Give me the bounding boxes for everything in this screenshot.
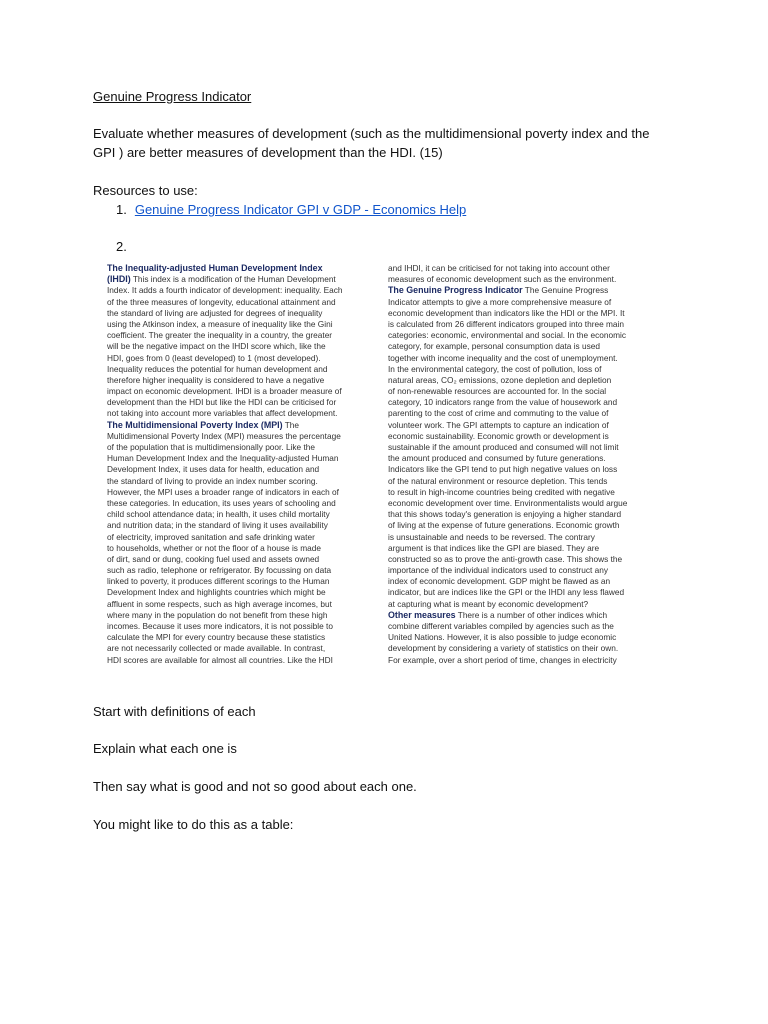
excerpt-text: calculate the MPI for every country because these statistics <box>107 632 326 643</box>
textbook-excerpt-image <box>107 263 660 689</box>
excerpt-text: that this shows today's generation is enjoying a higher standard <box>388 509 622 520</box>
excerpt-line <box>388 610 660 621</box>
excerpt-line <box>388 520 660 531</box>
excerpt-heading: (IHDI) <box>107 274 131 285</box>
excerpt-text: are not necessarily collected or made available. In contrast, <box>107 643 326 654</box>
excerpt-line <box>388 308 660 319</box>
excerpt-line <box>107 643 372 654</box>
excerpt-text: indicator, but are indices like the GPI or the IHDI any less flawed <box>388 587 625 598</box>
excerpt-text: economic development over time. Environmentalists would argue <box>388 497 628 508</box>
excerpt-line <box>107 610 372 621</box>
excerpt-text: the amount produced and consumed by future generations. <box>388 453 606 464</box>
excerpt-text: not taking into account more variables that affect development. <box>107 408 338 419</box>
excerpt-text: For example, over a short period of time, changes in electricity <box>388 654 617 665</box>
resource-item-2: 2. <box>116 239 127 254</box>
excerpt-text: incomes. Because it uses more indicators, it is not possible to <box>107 621 333 631</box>
excerpt-text: Inequality reduces the potential for human development and <box>107 363 328 374</box>
excerpt-text: development by considering a variety of statistics on their own. <box>388 643 619 654</box>
excerpt-text: impact on economic development. IHDI is a broader measure of <box>107 386 342 397</box>
excerpt-line <box>388 285 660 296</box>
excerpt-text: together with income inequality and the cost of unemployment. <box>388 352 618 363</box>
excerpt-text: coefficient. The greater the inequality in a country, the greater <box>107 330 333 341</box>
excerpt-text: volunteer work. The GPI attempts to capture an indication of <box>388 419 609 430</box>
question-line-1: Evaluate whether measures of development (such as the multidimensional poverty index and the <box>93 126 650 141</box>
excerpt-left-column <box>107 263 372 666</box>
excerpt-text: and nutrition data; in the standard of living it uses availability <box>107 520 328 531</box>
excerpt-line <box>107 498 372 509</box>
excerpt-line <box>107 587 372 598</box>
excerpt-line <box>107 509 372 520</box>
excerpt-text: Human Development Index and the Inequality-adjusted Human <box>107 453 339 464</box>
excerpt-line <box>107 263 372 274</box>
excerpt-line <box>107 397 372 408</box>
excerpt-line <box>107 386 372 397</box>
excerpt-line <box>107 364 372 375</box>
excerpt-line <box>107 431 372 442</box>
excerpt-heading: The Inequality-adjusted Human Development Index <box>107 263 323 273</box>
excerpt-text: This index is a modification of the Human Development <box>130 274 336 285</box>
excerpt-line <box>388 487 660 498</box>
excerpt-text: In the environmental category, the cost of pollution, loss of <box>388 363 602 374</box>
excerpt-text: economic development than indicators like the HDI or the MPI. It <box>388 307 625 318</box>
excerpt-line <box>388 655 660 666</box>
excerpt-text: to households, whether or not the floor of a house is made <box>107 542 322 553</box>
excerpt-text: Index. It adds a fourth indicator of development: inequality. Each <box>107 285 343 296</box>
excerpt-text: of the natural environment or resource depletion. This tends <box>388 475 608 486</box>
excerpt-text: at capturing what is meant by economic development? <box>388 598 589 609</box>
excerpt-line <box>388 587 660 598</box>
excerpt-text: the standard of living are adjusted for degrees of inequality <box>107 307 323 318</box>
excerpt-line <box>107 576 372 587</box>
excerpt-text: affluent in some respects, such as high average incomes, but <box>107 598 332 609</box>
excerpt-text: Multidimensional Poverty Index (MPI) measures the percentage <box>107 430 341 441</box>
excerpt-line <box>107 453 372 464</box>
excerpt-line <box>388 341 660 352</box>
excerpt-heading: The Multidimensional Poverty Index (MPI) <box>107 419 283 430</box>
excerpt-text: is calculated from 26 different indicators grouped into three main <box>388 318 624 329</box>
excerpt-line <box>388 464 660 475</box>
excerpt-line <box>388 364 660 375</box>
excerpt-text: of living at the expense of future generations. Economic growth <box>388 520 620 531</box>
excerpt-line <box>107 420 372 431</box>
excerpt-text: importance of the individual indicators used to construct any <box>388 565 608 576</box>
excerpt-text: HDI scores are available for almost all countries. Like the HDI <box>107 654 333 665</box>
excerpt-text: of electricity, improved sanitation and safe drinking water <box>107 531 315 542</box>
excerpt-text: of non-renewable resources are accounted for. In the social <box>388 386 607 397</box>
excerpt-line <box>388 476 660 487</box>
excerpt-text: combine different variables compiled by agencies such as the <box>388 621 614 631</box>
excerpt-text: Indicator attempts to give a more comprehensive measure of <box>388 296 612 307</box>
excerpt-line <box>107 476 372 487</box>
excerpt-line <box>388 353 660 364</box>
excerpt-line <box>107 532 372 543</box>
excerpt-text: child school attendance data; in health, it uses child mortality <box>107 509 330 520</box>
excerpt-line <box>388 263 660 274</box>
excerpt-line <box>107 554 372 565</box>
excerpt-text: parenting to the cost of crime and commuting to the value of <box>388 408 609 419</box>
excerpt-line <box>388 532 660 543</box>
excerpt-line <box>388 576 660 587</box>
excerpt-line <box>388 297 660 308</box>
excerpt-text: these categories. In education, its uses years of schooling and <box>107 497 336 508</box>
excerpt-text: will be the negative impact on the IHDI score which, like the <box>107 341 326 352</box>
excerpt-text: to result in high-income countries being credited with negative <box>388 486 615 497</box>
excerpt-text: categories: economic, environmental and social. In the economic <box>388 330 626 341</box>
excerpt-line <box>388 431 660 442</box>
excerpt-line <box>107 330 372 341</box>
excerpt-text: of the population that is multidimensionally poor. Like the <box>107 442 316 452</box>
excerpt-text: the standard of living to provide an index number scoring. <box>107 475 318 486</box>
excerpt-line <box>388 330 660 341</box>
excerpt-line <box>388 509 660 520</box>
excerpt-text: where many in the population do not benefit from these high <box>107 609 328 620</box>
excerpt-line <box>107 655 372 666</box>
excerpt-line <box>107 543 372 554</box>
excerpt-line <box>107 285 372 296</box>
excerpt-line <box>107 408 372 419</box>
excerpt-text: HDI, goes from 0 (least developed) to 1 (most developed). <box>107 352 321 363</box>
instruction-explain: Explain what each one is <box>93 741 237 756</box>
excerpt-text: of dirt, sand or dung, cooking fuel used and assets owned <box>107 553 320 564</box>
excerpt-line <box>388 319 660 330</box>
excerpt-line <box>388 632 660 643</box>
excerpt-heading: Other measures <box>388 609 456 620</box>
excerpt-text: Indicators like the GPI tend to put high negative values on loss <box>388 464 618 475</box>
excerpt-text: Development Index and highlights countries which might be <box>107 587 326 598</box>
excerpt-line <box>107 520 372 531</box>
instruction-evaluate: Then say what is good and not so good about each one. <box>93 779 417 794</box>
excerpt-text: natural areas, CO₂ emissions, ozone depletion and depletion <box>388 374 612 385</box>
excerpt-text: therefore higher inequality is considered to have a negative <box>107 374 325 385</box>
excerpt-line <box>107 274 372 285</box>
excerpt-text: linked to poverty, it produces different scorings to the Human <box>107 576 330 587</box>
excerpt-text: index of economic development. GDP might be flawed as an <box>388 576 611 587</box>
excerpt-line <box>107 375 372 386</box>
excerpt-right-column <box>388 263 660 666</box>
excerpt-text: of the three measures of longevity, educational attainment and <box>107 296 336 307</box>
instruction-definitions: Start with definitions of each <box>93 704 256 719</box>
excerpt-line <box>388 554 660 565</box>
resource-item-1 <box>116 200 466 219</box>
excerpt-text: Development Index, it uses data for health, education and <box>107 464 320 475</box>
excerpt-line <box>388 420 660 431</box>
excerpt-line <box>388 408 660 419</box>
excerpt-line <box>107 632 372 643</box>
excerpt-text: The <box>282 419 300 430</box>
excerpt-line <box>388 442 660 453</box>
excerpt-text: There is a number of other indices which <box>455 609 608 620</box>
excerpt-line <box>107 319 372 330</box>
excerpt-line <box>388 498 660 509</box>
excerpt-line <box>107 308 372 319</box>
excerpt-line <box>388 599 660 610</box>
excerpt-line <box>107 565 372 576</box>
resource-number-1: 1. <box>116 202 127 217</box>
excerpt-line <box>388 565 660 576</box>
excerpt-line <box>107 297 372 308</box>
excerpt-text: development than the HDI but like the HDI can be criticised for <box>107 397 337 408</box>
excerpt-text: category, for example, personal consumption data is used <box>388 341 600 352</box>
question-line-2: GPI ) are better measures of development than the HDI. (15) <box>93 145 443 160</box>
excerpt-text: United Nations. However, it is also possible to judge economic <box>388 632 617 643</box>
excerpt-text: and IHDI, it can be criticised for not taking into account other <box>388 263 610 273</box>
excerpt-line <box>388 386 660 397</box>
excerpt-line <box>107 487 372 498</box>
excerpt-text: However, the MPI uses a broader range of indicators in each of <box>107 486 339 497</box>
excerpt-line <box>388 375 660 386</box>
excerpt-text: is unsustainable and needs to be reversed. The contrary <box>388 531 595 542</box>
excerpt-line <box>388 543 660 554</box>
excerpt-heading: The Genuine Progress Indicator <box>388 285 523 296</box>
excerpt-text: category, 10 indicators range from the value of housework and <box>388 397 618 408</box>
excerpt-line <box>107 442 372 453</box>
resources-label: Resources to use: <box>93 183 198 198</box>
excerpt-text: economic sustainability. Economic growth or development is <box>388 430 609 441</box>
document-title: Genuine Progress Indicator <box>93 89 252 104</box>
excerpt-line <box>388 621 660 632</box>
instruction-table: You might like to do this as a table: <box>93 817 294 832</box>
excerpt-line <box>107 464 372 475</box>
excerpt-line <box>388 397 660 408</box>
excerpt-text: such as radio, telephone or refrigerator. By focussing on data <box>107 565 332 576</box>
excerpt-text: constructed so as to prove the anti-growth case. This shows the <box>388 553 623 564</box>
excerpt-text: sustainable if the amount produced and consumed will not limit <box>388 442 619 452</box>
excerpt-line <box>388 274 660 285</box>
excerpt-line <box>107 599 372 610</box>
excerpt-line <box>107 353 372 364</box>
excerpt-text: argument is that indices like the GPI are biased. They are <box>388 542 600 553</box>
excerpt-text: using the Atkinson index, a measure of inequality like the Gini <box>107 318 333 329</box>
excerpt-line <box>388 643 660 654</box>
excerpt-text: The Genuine Progress <box>522 285 609 296</box>
excerpt-text: measures of economic development such as the environment. <box>388 274 617 285</box>
excerpt-line <box>107 621 372 632</box>
economics-help-link[interactable]: Genuine Progress Indicator GPI v GDP - Economics Help <box>134 202 467 217</box>
excerpt-line <box>107 341 372 352</box>
excerpt-line <box>388 453 660 464</box>
